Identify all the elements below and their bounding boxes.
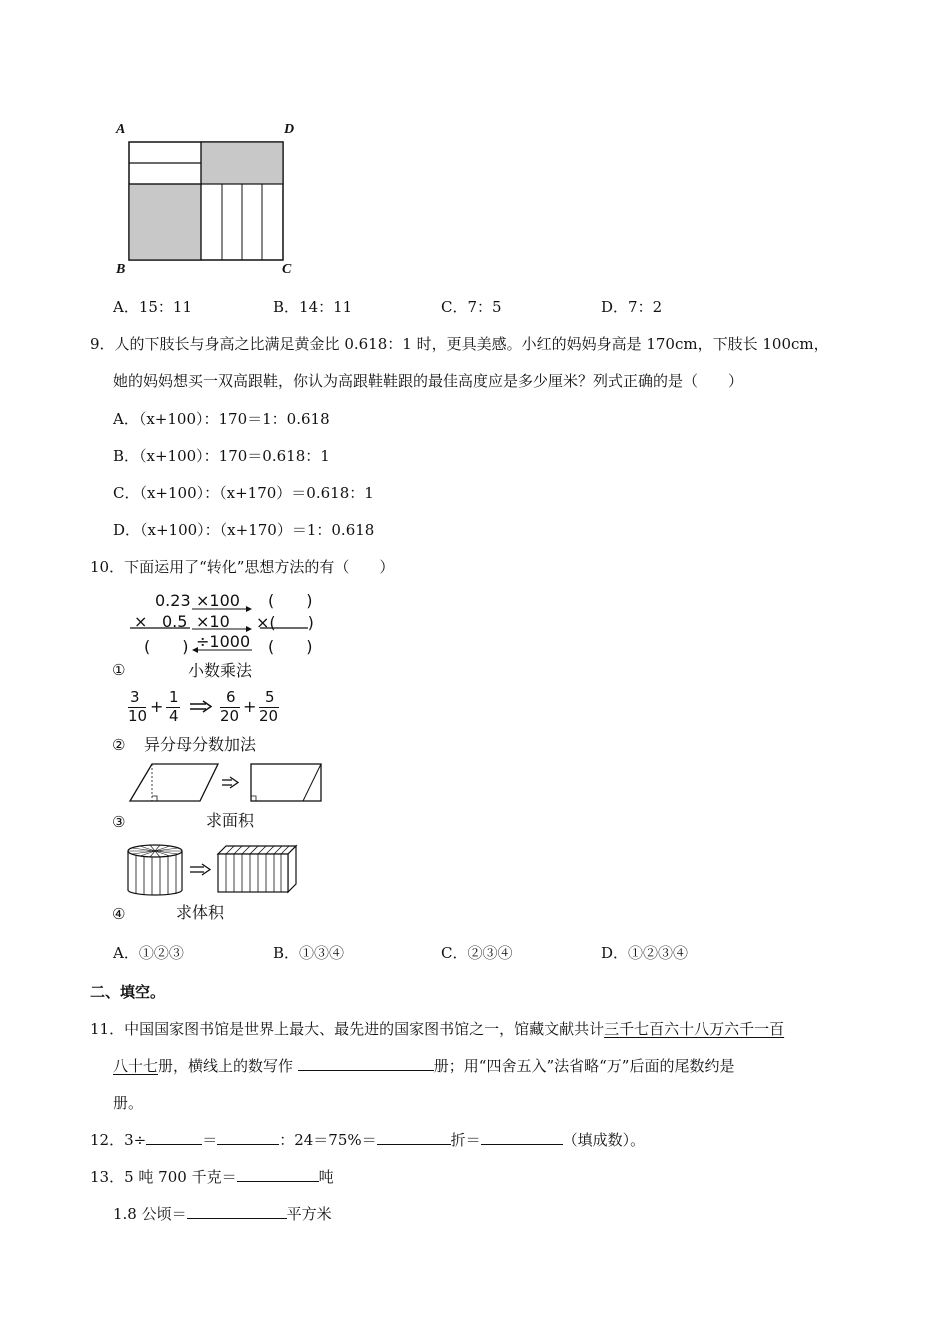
q13-text-4: 平方米 xyxy=(286,1205,332,1223)
frac-c-num: 6 xyxy=(226,688,236,706)
q8-figure xyxy=(112,120,312,285)
q10-figure-4 xyxy=(110,840,330,925)
q12-text-3: ：24＝75%＝ xyxy=(279,1131,377,1149)
section-title-fill-in: 二、填空。 xyxy=(90,983,166,1001)
q13-text-3: 1.8 公顷＝ xyxy=(113,1205,187,1223)
q12-line xyxy=(90,1130,645,1150)
caption-fraction-addition: 异分母分数加法 xyxy=(144,735,257,754)
product-blank: ( ) xyxy=(144,637,189,656)
frac-d-num: 5 xyxy=(265,688,275,706)
int-blank-3: ( ) xyxy=(268,637,313,656)
factor-2: 0.5 xyxy=(162,612,188,631)
q9-option-a[interactable]: A．（x+100）：170＝1：0.618 xyxy=(113,410,330,428)
q8-option-b[interactable]: B．14：11 xyxy=(273,298,353,316)
q12-blank-4[interactable] xyxy=(481,1130,563,1145)
factor-1: 0.23 xyxy=(155,591,191,610)
caption-decimal-multiplication: 小数乘法 xyxy=(188,661,253,680)
q11-text-1: 11．中国国家图书馆是世界上最大、最先进的国家图书馆之一，馆藏文献共计 xyxy=(90,1020,605,1038)
q9-option-c[interactable]: C．（x+100）：（x+170）＝0.618：1 xyxy=(113,484,374,502)
q9-option-b[interactable]: B．（x+100）：170＝0.618：1 xyxy=(113,447,330,465)
frac-d-den: 20 xyxy=(259,707,279,725)
figure-number-2: ② xyxy=(112,736,126,754)
plus-sign-1: + xyxy=(150,697,164,716)
op-times-10: ×10 xyxy=(196,612,230,631)
q11-line1 xyxy=(90,1019,784,1039)
q12-blank-3[interactable] xyxy=(377,1130,451,1145)
q13-line1 xyxy=(90,1167,334,1187)
q12-text-2: ＝ xyxy=(202,1131,218,1149)
parallelogram-to-rectangle xyxy=(110,758,330,806)
caption-find-volume: 求体积 xyxy=(176,903,225,922)
q13-text-2: 吨 xyxy=(318,1168,334,1186)
q11-line3: 册。 xyxy=(113,1094,144,1112)
rectangle-diagram xyxy=(112,120,312,285)
figure-number-3: ③ xyxy=(112,813,126,831)
op-times-100: ×100 xyxy=(196,591,240,610)
times-sign: × xyxy=(134,612,148,631)
frac-b-num: 1 xyxy=(169,688,179,706)
figure-number-1: ① xyxy=(112,661,126,679)
q10-figure-1 xyxy=(110,588,330,683)
int-blank-1: ( ) xyxy=(268,591,313,610)
q10-option-c[interactable]: C．②③④ xyxy=(441,944,513,962)
q8-option-d[interactable]: D．7：2 xyxy=(601,298,663,316)
q11-line2 xyxy=(113,1056,734,1076)
q13-text-1: 13．5 吨 700 千克＝ xyxy=(90,1168,237,1186)
double-arrow-icon xyxy=(188,700,214,714)
q9-line2: 她的妈妈想买一双高跟鞋，你认为高跟鞋鞋跟的最佳高度应是多少厘米？列式正确的是（ ） xyxy=(113,372,744,390)
q12-blank-2[interactable] xyxy=(217,1130,279,1145)
label-d: D xyxy=(284,122,295,137)
q13-line2 xyxy=(113,1204,332,1224)
q11-text-3: 册；用“四舍五入”法省略“万”后面的尾数约是 xyxy=(433,1057,735,1075)
q11-text-2: 册，横线上的数写作 xyxy=(158,1057,298,1075)
q13-blank-1[interactable] xyxy=(237,1167,319,1182)
frac-a-den: 10 xyxy=(128,707,148,725)
q10-figure-3 xyxy=(110,758,330,833)
label-c: C xyxy=(282,262,292,277)
frac-c-den: 20 xyxy=(220,707,240,725)
q10-option-b[interactable]: B．①③④ xyxy=(273,944,345,962)
q12-text-5: （填成数）。 xyxy=(562,1131,646,1149)
op-div-1000: ÷1000 xyxy=(196,632,251,651)
q9-line1: 9．人的下肢长与身高之比满足黄金比 0.618：1 时，更具美感。小红的妈妈身高是 170cm，下肢长 100cm， xyxy=(90,335,829,353)
q12-blank-1[interactable] xyxy=(146,1130,202,1145)
q10-line: 10．下面运用了“转化”思想方法的有（ ） xyxy=(90,558,395,576)
q11-blank-1[interactable] xyxy=(298,1056,434,1071)
q8-option-a[interactable]: A．15：11 xyxy=(113,298,193,316)
plus-sign-2: + xyxy=(243,697,257,716)
int-blank-2: ×( ) xyxy=(256,613,314,632)
q11-underlined-number-1: 三千七百六十八万六千一百 xyxy=(604,1020,785,1038)
cylinder-to-cuboid xyxy=(110,840,330,896)
q9-option-d[interactable]: D．（x+100）：（x+170）＝1：0.618 xyxy=(113,521,375,539)
frac-a-num: 3 xyxy=(130,688,140,706)
figure-number-4: ④ xyxy=(112,905,126,923)
q10-option-a[interactable]: A．①②③ xyxy=(113,944,184,962)
q12-text-4: 折＝ xyxy=(450,1131,481,1149)
label-b: B xyxy=(116,262,126,277)
q10-figure-2 xyxy=(110,688,330,753)
q13-blank-2[interactable] xyxy=(187,1204,287,1219)
q8-option-c[interactable]: C．7：5 xyxy=(441,298,502,316)
caption-find-area: 求面积 xyxy=(206,811,255,830)
label-a: A xyxy=(116,122,126,137)
frac-b-den: 4 xyxy=(169,707,179,725)
q12-text-1: 12．3÷ xyxy=(90,1131,147,1149)
q10-option-d[interactable]: D．①②③④ xyxy=(601,944,689,962)
q11-underlined-number-2: 八十七 xyxy=(113,1057,159,1075)
